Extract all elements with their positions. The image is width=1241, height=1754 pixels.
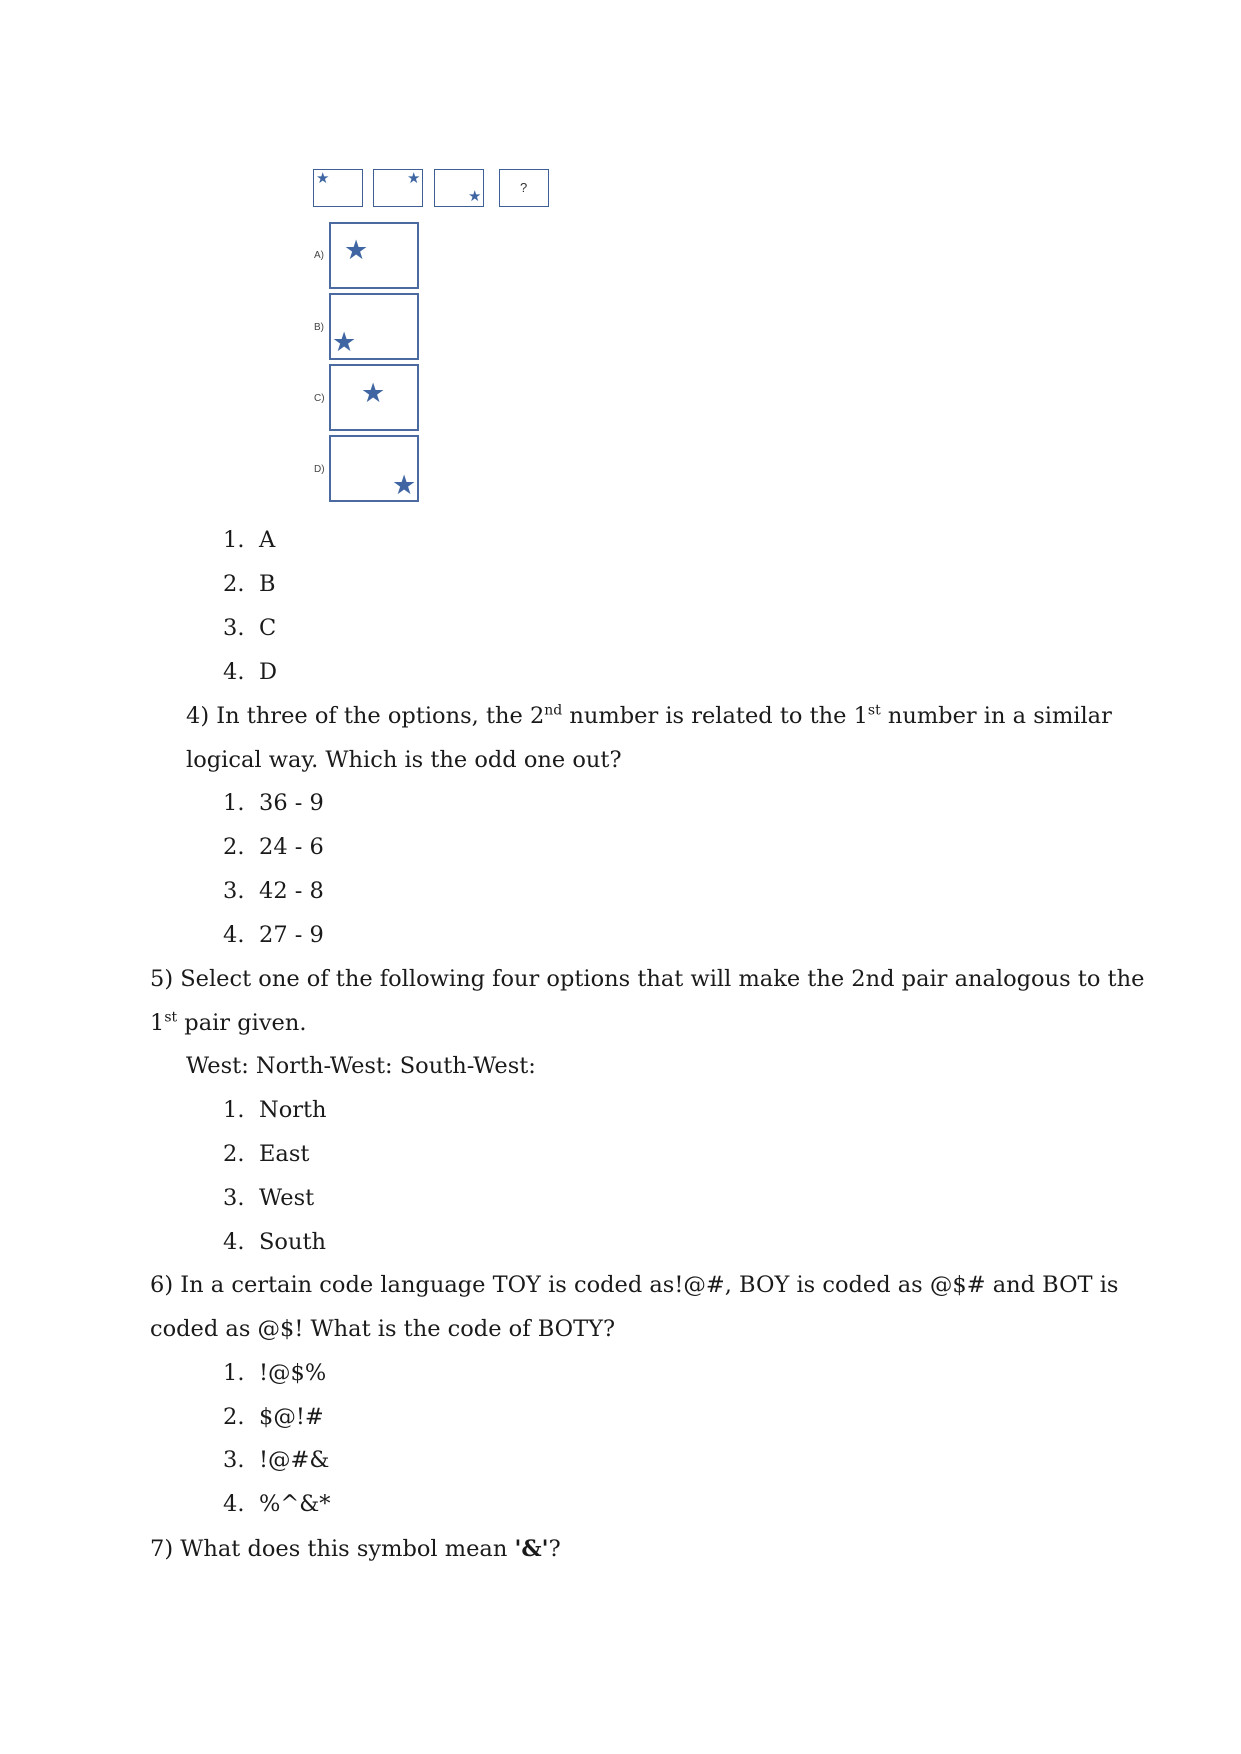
list-number: 3. [223, 1447, 245, 1473]
question-text: 5) Select one of the following four options that will make the 2nd pair analogous to the [150, 966, 1145, 992]
list-number: 2. [223, 834, 245, 860]
star-icon: ★ [392, 470, 417, 501]
figure-option-label-b: B) [314, 322, 324, 333]
list-number: 3. [223, 878, 245, 904]
list-number: 3. [223, 615, 245, 641]
sequence-box-1 [313, 169, 363, 207]
list-item: 24 - 6 [259, 834, 324, 860]
list-number: 4. [223, 1229, 245, 1255]
list-number: 1. [223, 790, 245, 816]
figure-option-a [329, 222, 419, 289]
list-item: 42 - 8 [259, 878, 324, 904]
list-item: East [259, 1141, 310, 1167]
list-number: 2. [223, 1404, 245, 1430]
list-number: 3. [223, 1185, 245, 1211]
star-icon: ★ [468, 187, 482, 205]
sequence-box-4 [499, 169, 549, 207]
star-icon: ★ [332, 327, 357, 358]
question-text: coded as @$! What is the code of BOTY? [150, 1316, 616, 1342]
list-item: North [259, 1097, 327, 1123]
figure-option-c [329, 364, 419, 431]
sequence-box-2 [373, 169, 423, 207]
star-icon: ★ [316, 169, 330, 187]
question-7: 7) What does this symbol mean '&'? [150, 1536, 561, 1562]
list-item: 27 - 9 [259, 922, 324, 948]
figure-option-b [329, 293, 419, 360]
list-number: 4. [223, 659, 245, 685]
list-number: 4. [223, 1491, 245, 1517]
symbol: '&' [514, 1536, 549, 1562]
list-number: 2. [223, 571, 245, 597]
list-number: 2. [223, 1141, 245, 1167]
list-item: $@!# [259, 1404, 324, 1430]
list-item: !@#& [259, 1447, 330, 1473]
star-icon: ★ [407, 169, 421, 187]
question-text: 6) In a certain code language TOY is coded as!@#, BOY is coded as @$# and BOT is [150, 1272, 1119, 1298]
figure-option-label-d: D) [314, 464, 325, 475]
list-number: 1. [223, 1360, 245, 1386]
list-item: %^&* [259, 1491, 331, 1517]
list-item: B [259, 571, 276, 597]
list-item: 36 - 9 [259, 790, 324, 816]
star-icon: ★ [361, 378, 386, 409]
list-number: 1. [223, 527, 245, 553]
question-text: 4) In three of the options, the 2nd number is related to the 1st number in a similar [186, 702, 1112, 729]
question-mark: ? [520, 180, 528, 195]
question-text: logical way. Which is the odd one out? [186, 747, 622, 773]
list-item: C [259, 615, 277, 641]
given-pair: West: North-West: South-West: [186, 1053, 536, 1079]
figure-option-label-a: A) [314, 250, 324, 261]
figure-option-d [329, 435, 419, 502]
list-item: A [259, 527, 276, 553]
list-number: 1. [223, 1097, 245, 1123]
figure-option-label-c: C) [314, 393, 325, 404]
list-item: !@$% [259, 1360, 327, 1386]
star-icon: ★ [344, 235, 369, 266]
list-item: South [259, 1229, 326, 1255]
list-number: 4. [223, 922, 245, 948]
list-item: D [259, 659, 278, 685]
question-text: 1st pair given. [150, 1009, 307, 1036]
sequence-box-3 [434, 169, 484, 207]
list-item: West [259, 1185, 315, 1211]
